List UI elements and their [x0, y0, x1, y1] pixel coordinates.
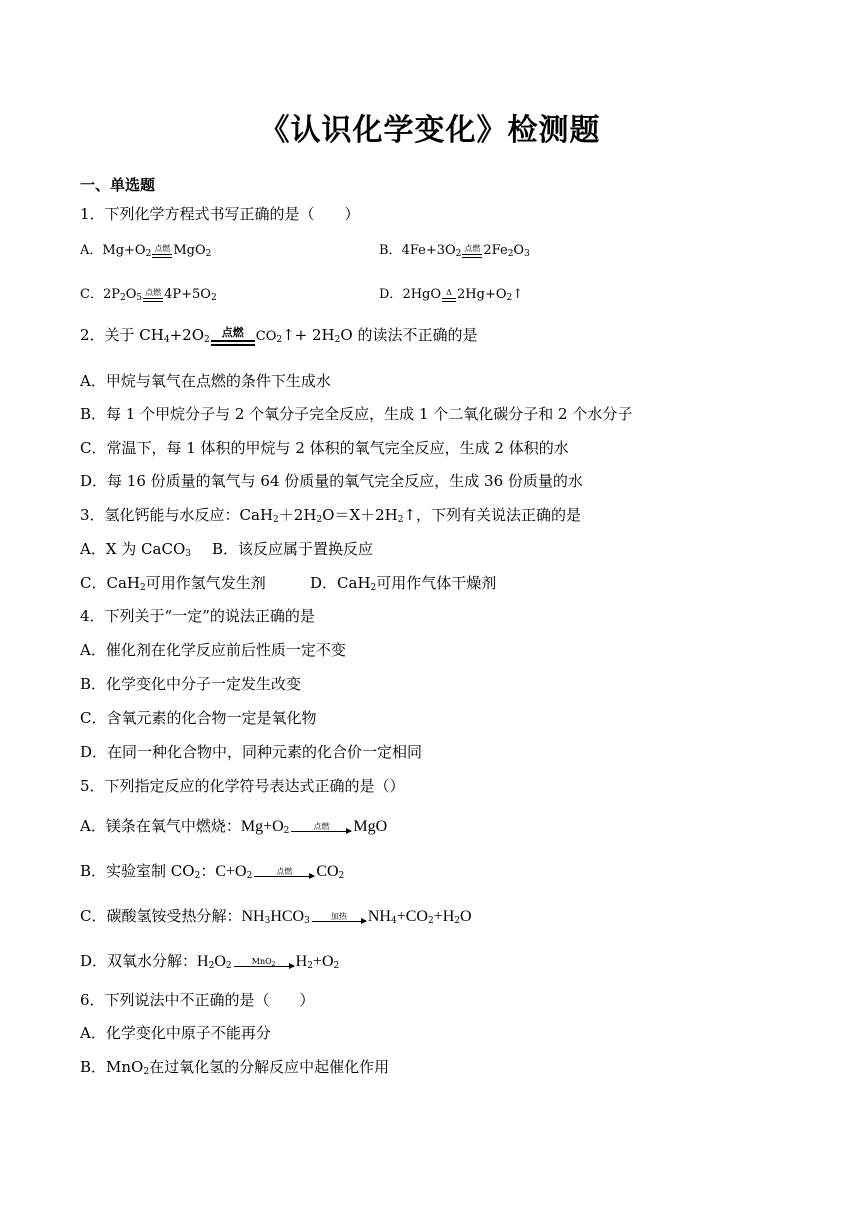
- q4-stem: 4．下列关于“一定”的说法正确的是: [80, 607, 315, 625]
- q5-option-d: [80, 951, 339, 972]
- q2-stem: [80, 325, 477, 347]
- subscript: 2: [455, 249, 462, 259]
- stem-text: 2．关于 CH: [80, 326, 164, 344]
- stem-text: CO: [255, 329, 277, 344]
- option-text: D．双氧水分解：: [80, 952, 198, 970]
- stem-text: ＋2H: [278, 506, 317, 524]
- q5-option-c: [80, 906, 472, 927]
- formula-text: 2HgO: [402, 287, 442, 302]
- formula-text: O: [214, 953, 226, 970]
- subscript: 2: [307, 961, 313, 971]
- formula-text: +CO: [396, 908, 428, 925]
- q4-option-d: D．在同一种化合物中，同种元素的化合价一定相同: [80, 743, 423, 761]
- option-text: ：: [200, 862, 216, 880]
- reaction-condition: 点燃: [152, 244, 172, 258]
- subscript: 2: [333, 961, 340, 971]
- stem-text: +2O: [169, 326, 205, 344]
- subscript: 2: [427, 916, 434, 926]
- subscript: 2: [145, 249, 152, 259]
- q6-stem: 6．下列说法中不正确的是（ ）: [80, 991, 315, 1009]
- option-label: D．: [379, 287, 403, 302]
- formula-text: MgO: [173, 243, 206, 258]
- option-label: A．: [80, 243, 103, 258]
- stem-text: 3．氢化钙能与水反应：CaH: [80, 506, 274, 524]
- reaction-arrow: 点燃: [254, 867, 314, 877]
- option-text: B．实验室制 CO: [80, 862, 195, 880]
- gas-arrow: ↑: [512, 287, 524, 302]
- q3-option-b: B．该反应属于置换反应: [212, 540, 374, 558]
- formula-text: 4P+5O: [164, 287, 211, 302]
- subscript: 2: [507, 249, 514, 259]
- q3-option-d: [310, 573, 496, 593]
- subscript: 2: [139, 583, 146, 593]
- subscript: 2: [338, 871, 345, 881]
- formula-text: MgO: [353, 818, 388, 835]
- option-text: 可用作气体干燥剂: [376, 574, 497, 592]
- option-text: C．CaH: [80, 574, 140, 592]
- subscript: 2: [204, 335, 210, 345]
- stem-text: ↑，下列有关说法正确的是: [403, 506, 582, 524]
- subscript: 2: [273, 515, 279, 525]
- subscript: 2: [506, 293, 513, 303]
- subscript: 2: [210, 293, 217, 303]
- subscript: 2: [334, 335, 341, 345]
- formula-text: O: [459, 908, 472, 925]
- section-heading: 一、单选题: [80, 176, 156, 194]
- q3-option-a: [80, 539, 191, 559]
- q1-option-c: [80, 285, 217, 305]
- formula-text: 2P: [102, 287, 120, 302]
- subscript: 3: [264, 916, 271, 926]
- q2-option-d: D．每 16 份质量的氧气与 64 份质量的氧气完全反应，生成 36 份质量的水: [80, 472, 583, 490]
- q3-stem: [80, 505, 581, 525]
- option-text: A．镁条在氧气中燃烧：: [80, 817, 241, 835]
- subscript: 2: [246, 871, 253, 881]
- q3-option-c: [80, 573, 266, 593]
- subscript: 3: [524, 249, 530, 259]
- q6-option-b: [80, 1057, 389, 1077]
- subscript: 2: [143, 1067, 150, 1077]
- reaction-arrow: MnO$_2$: [234, 957, 294, 967]
- subscript: 4: [390, 916, 397, 926]
- q1-option-a: [80, 241, 211, 261]
- q2-option-b: B．每 1 个甲烷分子与 2 个氧分子完全反应，生成 1 个二氧化碳分子和 2 个水分子: [80, 405, 633, 423]
- formula-text: Mg+O: [240, 818, 284, 835]
- stem-text: ↑+ 2H: [282, 326, 335, 344]
- subscript: 2: [225, 961, 232, 971]
- q4-option-c: C．含氧元素的化合物一定是氧化物: [80, 709, 317, 727]
- subscript: 4: [163, 335, 170, 345]
- reaction-condition: 点燃: [211, 327, 255, 346]
- subscript: 3: [304, 916, 310, 926]
- q1-option-b: [379, 241, 530, 261]
- subscript: 2: [397, 515, 404, 525]
- page-title: 《认识化学变化》检测题: [259, 113, 601, 148]
- q1-stem: 1．下列化学方程式书写正确的是（ ）: [80, 205, 360, 223]
- q2-option-c: C．常温下，每 1 体积的甲烷与 2 体积的氧气完全反应，生成 2 体积的水: [80, 439, 569, 457]
- formula-text: +O: [312, 953, 334, 970]
- subscript: 2: [205, 249, 212, 259]
- reaction-condition: Δ: [442, 288, 456, 302]
- subscript: 2: [316, 515, 323, 525]
- formula-text: 2Fe: [483, 243, 508, 258]
- formula-text: 2Hg+O: [457, 287, 507, 302]
- q5-stem: 5．下列指定反应的化学符号表达式正确的是（）: [80, 777, 405, 795]
- formula-text: NH: [241, 908, 265, 925]
- reaction-arrow: 点燃: [291, 822, 351, 832]
- option-text: C．碳酸氢铵受热分解：: [80, 907, 242, 925]
- subscript: 5: [136, 293, 143, 303]
- formula-text: HCO: [270, 908, 305, 925]
- stem-text: O 的读法不正确的是: [340, 326, 478, 344]
- q6-option-a: A．化学变化中原子不能再分: [80, 1024, 271, 1042]
- q5-option-a: [80, 816, 387, 837]
- subscript: 2: [276, 335, 283, 345]
- subscript: 2: [194, 871, 201, 881]
- subscript: 2: [370, 583, 377, 593]
- option-text: 可用作氢气发生剂: [145, 574, 266, 592]
- option-text: 在过氧化氢的分解反应中起催化作用: [149, 1058, 390, 1076]
- subscript: 2: [208, 961, 215, 971]
- formula-text: +H: [433, 908, 455, 925]
- subscript: 3: [185, 549, 191, 559]
- formula-text: H: [295, 953, 308, 970]
- formula-text: CO: [316, 863, 339, 880]
- option-label: C．: [80, 287, 103, 302]
- option-label: B．: [379, 243, 402, 258]
- q1-option-d: [379, 285, 523, 305]
- subscript: 2: [454, 916, 460, 926]
- reaction-condition: 点燃: [143, 288, 163, 302]
- formula-text: C+O: [215, 863, 247, 880]
- formula-text: Mg+O: [102, 243, 146, 258]
- subscript: 2: [283, 826, 290, 836]
- reaction-arrow: 加热: [312, 912, 366, 922]
- formula-text: 4Fe+3O: [401, 243, 456, 258]
- q5-option-b: [80, 861, 344, 882]
- option-text: D．CaH: [310, 574, 371, 592]
- subscript: 2: [119, 293, 126, 303]
- formula-text: O: [513, 243, 525, 258]
- formula-text: H: [197, 953, 209, 970]
- q2-option-a: A．甲烷与氧气在点燃的条件下生成水: [80, 372, 331, 390]
- stem-text: O＝X＋2H: [322, 506, 398, 524]
- formula-text: NH: [367, 908, 391, 925]
- option-text: B．MnO: [80, 1058, 144, 1076]
- q4-option-b: B．化学变化中分子一定发生改变: [80, 675, 302, 693]
- option-text: A．X 为 CaCO: [80, 540, 186, 558]
- reaction-condition: 点燃: [462, 244, 482, 258]
- formula-text: O: [125, 287, 137, 302]
- q4-option-a: A．催化剂在化学反应前后性质一定不变: [80, 641, 346, 659]
